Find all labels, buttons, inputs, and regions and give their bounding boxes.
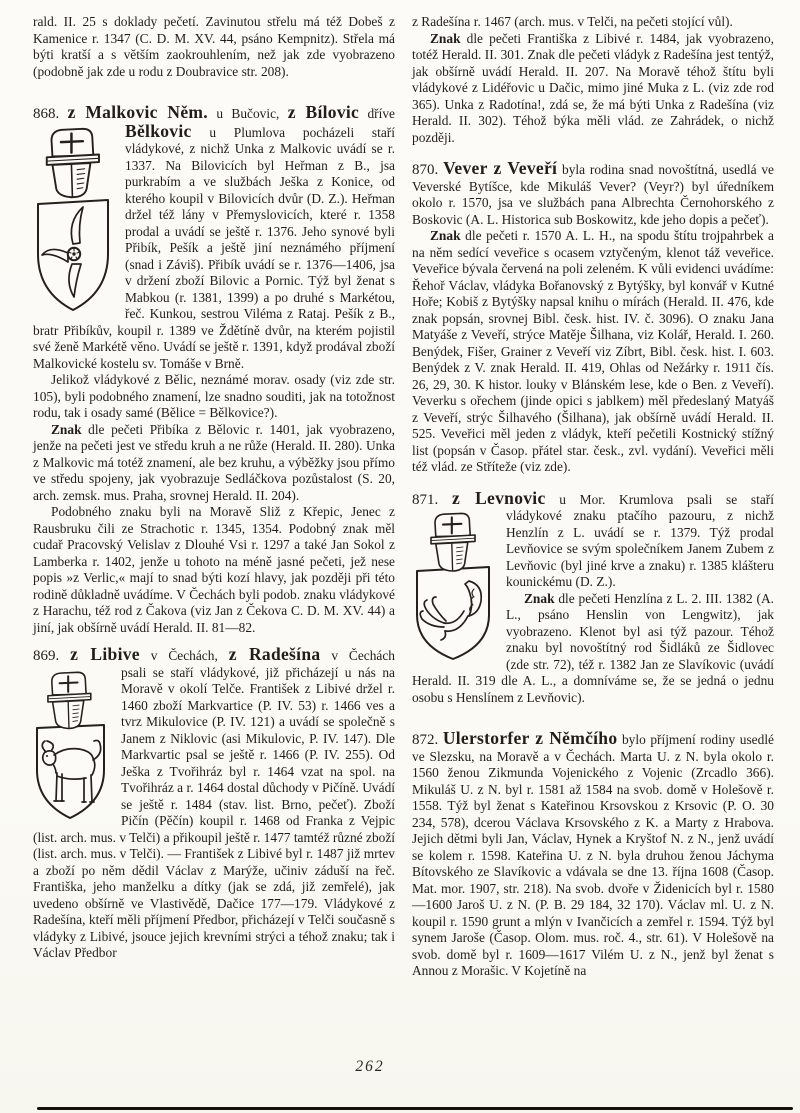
entry-family-name: z Malkovic Něm. xyxy=(67,102,208,122)
text-columns xyxy=(33,14,774,980)
entry-family-name: z Radešína xyxy=(228,644,321,664)
entry-number: 872. xyxy=(412,732,439,748)
paragraph-text: rald. II. 25 s doklady pečetí. Zavinutou střelu má též Dobeš z Kamenice r. 1347 (C. D. M. XV. 44, psáno Kempnitz). Střela má býti kratší a s větším zaokrouhlením, než jak zde vyobrazeno (podobně jak zde u rodu z Doubravice str. 208). xyxy=(33,14,395,79)
continuation-paragraph xyxy=(33,14,395,80)
helmet-icon xyxy=(431,513,475,571)
coat-of-arms-868-illustration xyxy=(33,126,113,314)
entry-body-text: bylo příjmení rodiny usedlé ve Slezsku, na Moravě a v Čechách. Marta U. z N. byla okolo r. 1560 ženou Zikmunda Vojenického z Vojenic (Zrcadlo 366). Mikuláš U. z N. byl r. 1581 až 1584 na svob. domě v Holešově r. 1558. Týž byl ženat s Kateřinou Krsovskou z Krsovic (P. O. 30 234, 578), dcerou Václava Krsovského z K. a Marty z Hrabova. Jejich dětmi byli Jan, Václav, Hynek a Kryštof N. z N., jenž uvádí se kolem r. 1598. Kateřina U. z N. byla druhou ženou Jáchyma Bítovského ze Slavíkovic a vdávala se dne 13. října 1608 (Časop. Mat. mor. 1907, str. 218). Na svob. dvoře v Židenicích byl r. 1580—1600 Jaroš U. z N. (P. B. 29 184, 32 170). Václav ml. U. z N. koupil r. 1590 grunt a mlýn v Ivančicích a zemřel r. 1594. Týž byl synem Jaroše (Časop. Olom. mus. roč. 4., str. 61). V Holešově na svob. domě byl r. 1609—1617 Vilém U. z N., jenž byl ženat s Annou z Morašic. V Kojetíně na xyxy=(412,732,774,978)
entry-number: 869. xyxy=(33,648,60,664)
entry-family-name: Bělkovic xyxy=(125,120,192,141)
paragraph-text: dle pečeti r. 1570 A. L. H., na spodu štítu trojpahrbek a na něm sedící veveřice s ocasem vztyčeným, klenot táž veveřice. Veveřice bývala červená na poli zeleném. K vůli evidenci uvádíme: Řehoř Václav, vládyka Bořanovský z Bytýšky, byl konvář v Kutné Hoře; Kobiš z Bytýšky napsal knihu o mírách (Herald. II. 476, kde znak popsán, srovnej Bibl. česk. hist. IV. č. 3096). O znaku Jana Matyáše z Veveří, strýce Matěje Šilhana, viz Kolář, Herald. I. 260. Benýdek, Fišer, Grainer z Veveří viz Zíbrt, Bibl. česk. hist. I. 603. Benýdek z V. znak Herald. II. 419, Ohlas od Nežárky r. 1911 čís. 26, 29, 30. K histor. louky v Blánském lese, kde o Ben. z Veveří). Veverku s ořechem (jinde opici s jablkem) měl předeslaný Matyáš z Veveří, strýc Šilhavého (Šilhana), jak obšírně uvádí Herald. II. 525. Veveřici měl jeden z vládyk, kteří pečetili Kostnický stížný list (popsán v Časop. přátel star. česk., zvl. vydání). Veveřici měli též vlád. ze Stříteže (viz zde). xyxy=(412,228,774,474)
entry-871 xyxy=(412,487,774,591)
entry-heading-text: u Mor. Krumlova psali se staří xyxy=(559,491,774,507)
coat-of-arms-869-illustration xyxy=(33,668,109,822)
paragraph-text: dle pečeti Henzlína z L. 2. III. 1382 (A. L., psáno Henslin von Lengwitz), jak vyobrazeno. Klenot byl asi týž pazour. Téhož znaku byl novoštítný rod Šidláků ze Šidlovec (zde str. 72), též r. 1382 Jan ze Slavíkovic (uvádí Herald. II. 319 dle A. L., a domníváme se, že se jedná o jednu osobu s Henslínem z Levňovic). xyxy=(412,590,774,705)
continuation-paragraph xyxy=(412,14,774,31)
entry-family-name: z Levnovic xyxy=(451,487,546,508)
shield-icon xyxy=(38,200,108,310)
paragraph-text: dle pečeti Přibíka z Bělovic r. 1401, jak vyobrazeno, jenže na pečeti jest ve středu kruh a ne růže (Herald. II. 280). Unka z Malkovic má totéž znamení, ale bez kruhu, a výběžky jsou přímo ve středu spojeny, jak vyobrazuje Sedláčkova pozůstalost (S. 20, arch. zemsk. mus. Praha, srovnej Herald. II. 204). xyxy=(33,421,395,503)
blazon-lead-word: Znak xyxy=(524,590,555,606)
paragraph-text: z Radešína r. 1467 (arch. mus. v Telči, na pečeti stojící vůl). xyxy=(412,14,733,29)
shield-icon xyxy=(37,725,104,818)
entry-868-blazon-paragraph xyxy=(33,422,395,505)
page-number: 262 xyxy=(355,1058,385,1075)
entry-body-text: u Plumlova pocházeli staří vládykové, z nichž Unka z Malkovic uvádí se r. 1337. Na Bilovicích byl Heřman z B., jsa purkrabím a ve službách Ješka z Konice, od kterého koupil v Bilovicích dvůr (D. Z.). Heřman držel též lány v Přemyslovicích, které r. 1358 prodal a uvádí se ještě r. 1376. Jeho synové byli Přibík, Pešík a ještě jiní neznámého příjmení (snad i Záviš). Přibík uvádí se r. 1376—1406, jsa v držení zboží Bilovic a Pornic. Týž byl ženat s Mabkou (r. 1381, 1399) a po druhé s Markétou, řeč. Kunkou, sestrou Viléma z Rataj. Pešík z B., bratr Přibíkův, koupil r. 1389 ve Ždětíně dvůr, na kterém pojistil své ženě Markétě věno. Uvádí se ještě r. 1391, když prodával zboží Malkovické kostelu sv. Tomáše v Brně. xyxy=(33,124,395,371)
entry-body-text: byla rodina snad novoštítná, usedlá ve Veverské Bytíšce, kde Mikuláš Vever? (Veyr?) byl úředníkem okolo r. 1570, jsa ve službách pana Albrechta Černohorského z Boskovic (A. L. Historica sub Boskowitz, kde jeho dopis a pečeť). xyxy=(412,162,774,227)
entry-body-text: vládykové znaku ptačího pazouru, z nichž Henzlín z L. uvádí se r. 1379. Týž prodal Levňovice se svým společníkem Janem Zubem z Levňovic (byl jiné krve a znaku) r. 1385 klášteru kounickému (D. Z.). xyxy=(506,508,774,589)
shield-icon xyxy=(417,567,489,659)
entry-heading-text: v Čechách, xyxy=(150,648,218,663)
entry-868-paragraph-2 xyxy=(33,372,395,422)
entry-family-name: z Bílovic xyxy=(287,102,360,122)
entry-872 xyxy=(412,730,774,980)
paragraph-text: dle pečeti Františka z Libivé r. 1484, jak vyobrazeno, totéž Herald. II. 301. Znak dle pečeti vládyk z Radešína jest tentýž, jak obšírně uvádí Herald. II. 207. Na Moravě téhož štítu byli vládykové z Lidéřovic u Dačic, mimo jiné Muka z L. (viz zde rod 365). Unka z Radotína!, zdá se, že má býti Unka z Radešína (viz Herald. II. 302). Téhož býka měli vlád. ze Zahrádek, o nichž později. xyxy=(412,30,774,145)
entry-868-paragraph-4 xyxy=(33,504,395,636)
paragraph-text: Podobného znaku byli na Moravě Sliž z Křepic, Jenec z Rausbruku čili ze Strachotic r. 1345, 1354. Podobný znak měl cudař Pracovský Velislav z Dlouhé Vsi r. 1297 a také Jan Sokol z Lamberka r. 1402, jenže u tohoto na méně jasné pečeti, jež nese popis »z Verlic,« mají to snad býti kozí hlavy, jak později při této rodině důkladně uvádíme. V Čechách byli podob. znaku vládykové z Harachu, též rod z Čakova (viz Jan z Čekova C. D. M. XV. 44) a jiní, jak obšírně uvádí Herald. II. 81—82. xyxy=(33,504,395,635)
scan-edge-artifact xyxy=(37,1107,793,1110)
helmet-icon xyxy=(48,672,91,728)
helmet-icon xyxy=(47,128,99,196)
entry-868 xyxy=(33,104,395,372)
blazon-lead-word: Znak xyxy=(51,421,82,437)
blazon-lead-word: Znak xyxy=(430,30,461,46)
entry-868-heading xyxy=(33,104,395,123)
entry-family-name: Ulerstorfer z Němčího xyxy=(442,728,618,748)
paragraph-text: Jelikož vládykové z Bělic, neznámé morav. osady (viz zde str. 105), byli podobného znamení, lze snadno souditi, jak na totožnost rodu, tak i osady samé (Bělice = Bělkovice?). xyxy=(33,372,395,420)
entry-number: 868. xyxy=(33,106,60,122)
entry-870 xyxy=(412,160,774,228)
entry-heading-text: dříve xyxy=(367,106,395,121)
entry-871-heading xyxy=(412,487,774,509)
entry-869 xyxy=(33,646,395,962)
entry-heading-text: v Čechách xyxy=(331,648,395,663)
coat-of-arms-871-illustration xyxy=(412,511,494,661)
entry-869-blazon-paragraph xyxy=(412,31,774,147)
left-column xyxy=(33,14,395,980)
entry-number: 870. xyxy=(412,162,439,178)
entry-869-heading xyxy=(33,646,395,665)
entry-heading-text: u Bučovic, xyxy=(216,106,280,121)
entry-number: 871. xyxy=(412,491,439,508)
entry-body-text: psali se staří vládykové, již přicházejí u nás na Moravě v okolí Telče. František z Libivé držel r. 1460 zboží Markvartice (P. IV. 53) r. 1466 ves a tvrz Mikulovice (P. IV. 121) a uvádí se společně s Janem z Niklovic (asi Mikulovic, P. IV. 147). Dle Markvartic psal se ještě r. 1466 (P. IV. 255). Od Ješka z Tvořihráz byl r. 1464 vzat na spol. na Tvořihráz a r. 1464 dostal důchody v Pičíně. Uvádí se ještě r. 1484 (stav. list. Brno, pečeť). Zboží Pičín (Pěčín) koupil r. 1468 od Franka z Vejpic (list. arch. mus. v Telči) a přikoupil ještě r. 1477 tamtéž různé zboží (list. arch. mus. v Telči). — František z Libivé byl r. 1487 již mrtev a zboží po něm dědil Václav z Marýže, učiniv záduší na řeč. Františka, jeho manželku a dítky (jak se zdá, již zemřelé), jak uvedeno obšírně ve Vlastivědě, Dačice 177—179. Vládykové z Radešína, kteří měli příjmení Předbor, přicházejí v Telči současně s vládyky z Libivé, jsouce jejich krevními strýci a téhož znaku; tak i Václav Předbor xyxy=(33,664,395,960)
entry-870-blazon-paragraph xyxy=(412,228,774,476)
right-column xyxy=(412,14,774,980)
entry-family-name: z Libive xyxy=(70,644,140,664)
blazon-lead-word: Znak xyxy=(430,228,461,243)
entry-family-name: Vever z Veveří xyxy=(443,158,558,178)
